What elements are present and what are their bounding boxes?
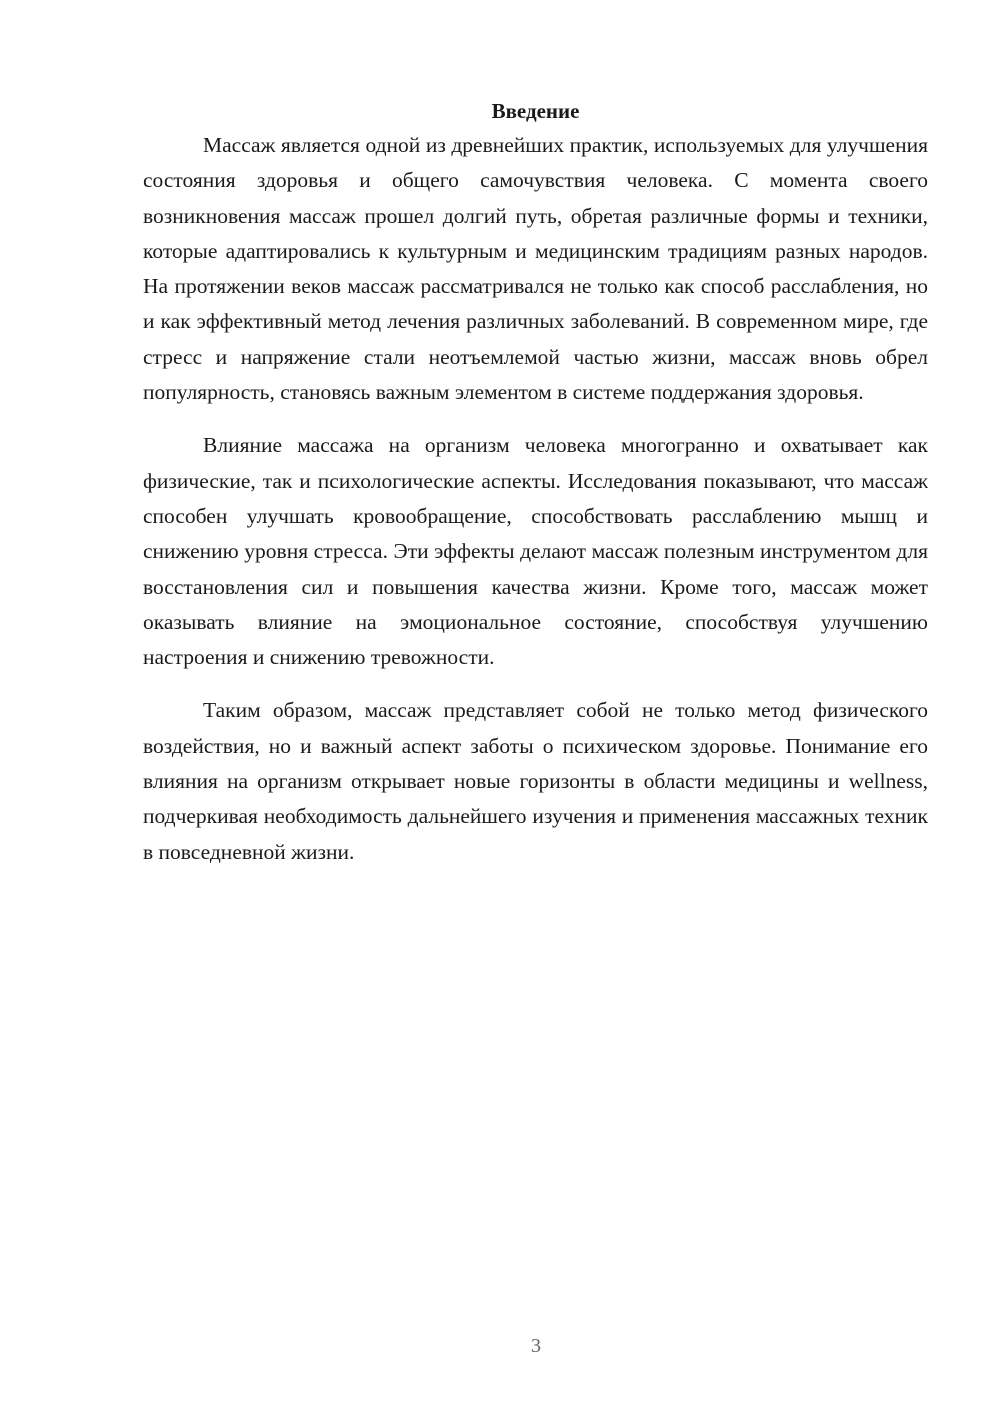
paragraph-intro: Массаж является одной из древнейших практик, используемых для улучшения состояния здоровья и общего самочувствия человека. С момента своего возникновения массаж прошел долгий путь, обретая различные формы и техники, которые адаптировались к культурным и медицинским традициям разных народов. На протяжении веков массаж рассматривался не только как способ расслабления, но и как эффективный метод лечения различных заболеваний. В современном мире, где стресс и напряжение стали неотъемлемой частью жизни, массаж вновь обрел популярность, становясь важным элементом в системе поддержания здоровья. bbox=[143, 133, 928, 405]
section-heading: Введение bbox=[491, 99, 580, 123]
paragraph-conclusion: Таким образом, массаж представляет собой не только метод физического воздействия, но и важный аспект заботы о психическом здоровье. Понимание его влияния на организм открывает новые горизонты в области медицины и wellness, подчеркивая необходимость дальнейшего изучения и применения массажных техник в повседневной жизни. bbox=[143, 698, 928, 864]
paragraph-effects: Влияние массажа на организм человека многогранно и охватывает как физические, так и психологические аспекты. Исследования показывают, что массаж способен улучшать кровообращение, способствовать расслаблению мышц и снижению уровня стресса. Эти эффекты делают массаж полезным инструментом для восстановления сил и повышения качества жизни. Кроме того, массаж может оказывать влияние на эмоциональное состояние, способствуя улучшению настроения и снижению тревожности. bbox=[143, 433, 928, 670]
page-number: 3 bbox=[531, 1335, 541, 1357]
document-page bbox=[143, 95, 928, 888]
